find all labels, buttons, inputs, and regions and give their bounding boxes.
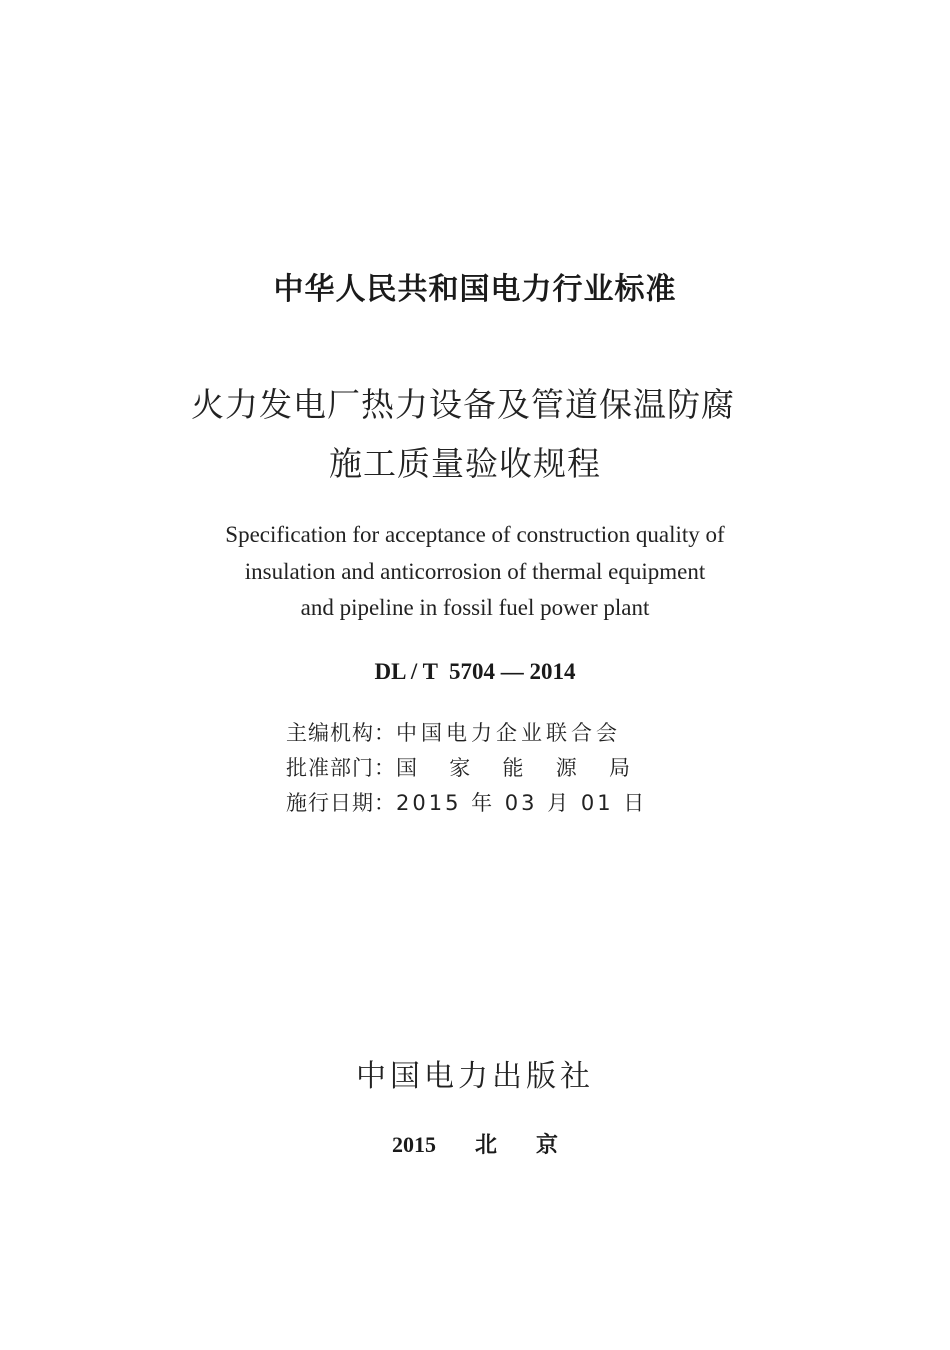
standard-category-heading: 中华人民共和国电力行业标准 [273, 272, 677, 307]
english-title-line-1: Specification for acceptance of construction quality of [225, 522, 725, 547]
publication-year-place: 2015 北 京 [391, 1132, 558, 1157]
publisher-name: 中国电力出版社 [356, 1059, 594, 1094]
editor-label: 主编机构： [286, 721, 396, 745]
approver-char: 能 [502, 756, 524, 780]
effective-date-row [286, 786, 666, 821]
standard-code: DL / T 5704 — 2014 [374, 659, 576, 684]
english-title-line-3: and pipeline in fossil fuel power plant [300, 595, 650, 620]
effective-date-value: 2015 年 03 月 01 日 [396, 791, 648, 815]
english-title-line-2: insulation and anticorrosion of thermal equipment [244, 559, 706, 584]
chinese-title-line-2: 施工质量验收规程 [329, 444, 601, 483]
approver-row [286, 751, 666, 786]
approver-value [396, 751, 630, 786]
approver-char: 局 [609, 756, 630, 780]
approver-char: 国 [396, 756, 417, 780]
chinese-title-line-1: 火力发电厂热力设备及管道保温防腐 [191, 385, 735, 424]
editor-row [286, 716, 666, 751]
effective-date-label: 施行日期： [286, 791, 396, 815]
info-block [286, 716, 666, 821]
approver-char: 源 [555, 756, 577, 780]
approver-char: 家 [449, 756, 471, 780]
approver-label: 批准部门： [286, 756, 396, 780]
editor-value: 中国电力企业联合会 [396, 721, 621, 745]
